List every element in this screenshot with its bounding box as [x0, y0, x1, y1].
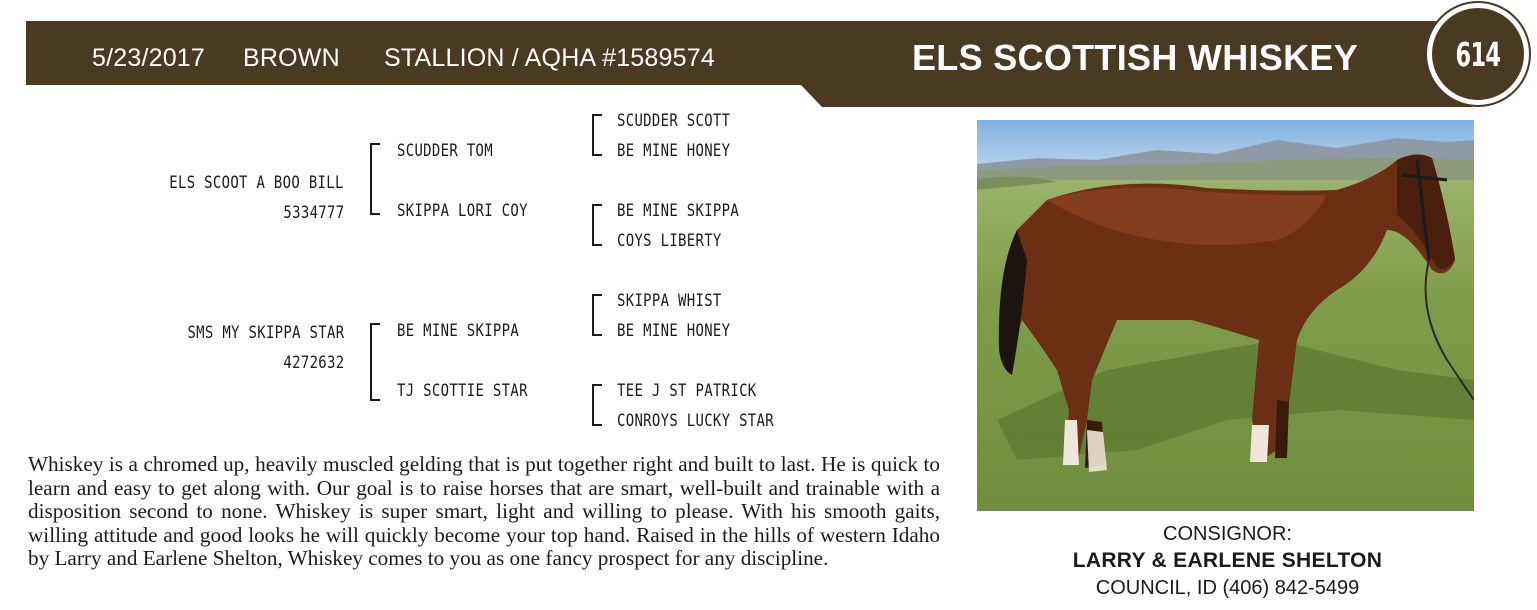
dam-dam-dam: CONROYS LUCKY STAR — [617, 411, 774, 431]
dam-dam-bracket — [592, 384, 602, 426]
horse-photo — [977, 120, 1474, 511]
dam-sire-bracket — [592, 294, 602, 336]
dam-sire: BE MINE SKIPPA — [397, 321, 520, 341]
header-bar-tab — [800, 84, 1472, 107]
dam-bracket — [370, 323, 380, 401]
sire-name: ELS SCOOT A BOO BILL — [169, 173, 344, 193]
birth-date: 5/23/2017 — [92, 44, 206, 72]
sire-sire: SCUDDER TOM — [397, 141, 493, 161]
sire-dam-sire: BE MINE SKIPPA — [617, 201, 740, 221]
consignor-name: LARRY & EARLENE SHELTON — [1072, 549, 1383, 572]
sire-sire-sire: SCUDDER SCOTT — [617, 111, 731, 131]
dam-name: SMS MY SKIPPA STAR — [187, 323, 344, 343]
sire-sire-dam: BE MINE HONEY — [617, 141, 731, 161]
horse-name: ELS SCOTTISH WHISKEY — [912, 37, 1359, 78]
lot-badge — [1427, 3, 1529, 105]
dam-sire-sire: SKIPPA WHIST — [617, 291, 722, 311]
dam-reg: 4272632 — [282, 353, 344, 373]
dam-sire-dam: BE MINE HONEY — [617, 321, 731, 341]
dam-dam-sire: TEE J ST PATRICK — [617, 381, 757, 401]
lot-number: 614 — [1455, 34, 1501, 74]
horse-description: Whiskey is a chromed up, heavily muscled gelding that is put together right and built to last. He is quick to learn and easy to get along with. Our goal is to raise horses that are smart, well-built and trainable with a disposition second to none. Whiskey is super smart, light and willing to please. With his smooth gaits, willing attitude and good looks he will quickly become your top hand. Raised in the hills of western Idaho by Larry and Earlene Shelton, Whiskey comes to you as one fancy prospect for any discipline. — [28, 452, 940, 570]
dam-dam: TJ SCOTTIE STAR — [397, 381, 528, 401]
sire-reg: 5334777 — [282, 203, 344, 223]
sire-bracket — [370, 143, 380, 215]
consignor-location: COUNCIL, ID (406) 842-5499 — [1095, 577, 1360, 599]
sire-dam-bracket — [592, 204, 602, 246]
consignor-label: CONSIGNOR: — [1163, 523, 1292, 545]
sire-dam: SKIPPA LORI COY — [397, 201, 528, 221]
horse-color: BROWN — [243, 44, 340, 72]
sire-sire-bracket — [592, 114, 602, 156]
sire-dam-dam: COYS LIBERTY — [617, 231, 722, 251]
sex-registry: STALLION / AQHA #1589574 — [384, 44, 715, 72]
